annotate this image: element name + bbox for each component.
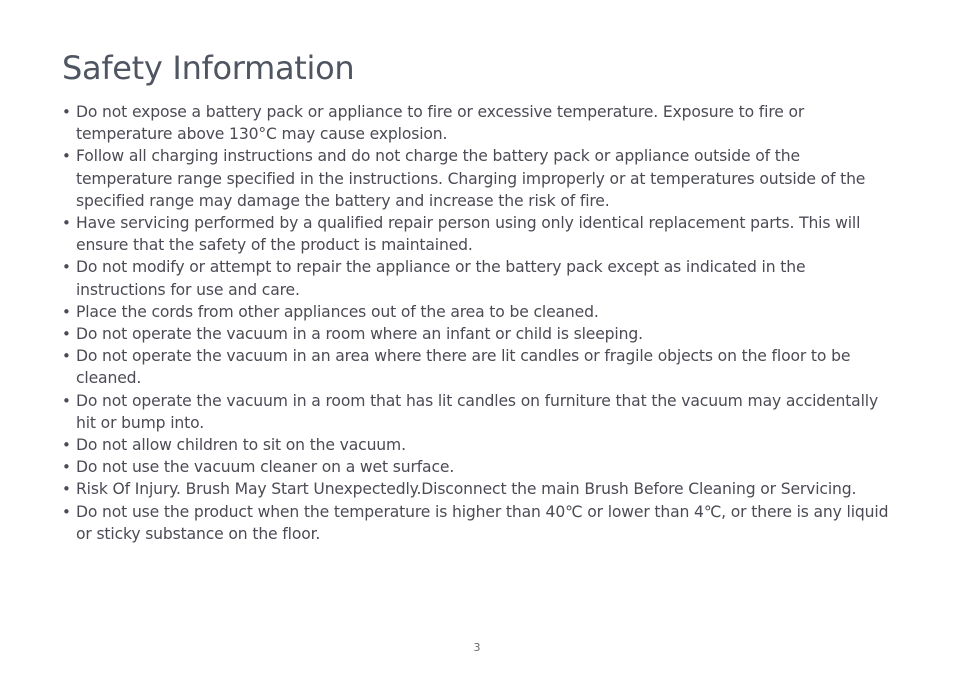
list-item-text: Do not expose a battery pack or appliance to fire or excessive temperature. Exposure to fire or temperature above 130°C may cause explosion.	[76, 103, 805, 144]
list-item	[62, 301, 898, 323]
list-item-text: Do not modify or attempt to repair the appliance or the battery pack except as indicated in the instructions for use and care.	[76, 258, 806, 299]
bullet-icon: •	[62, 325, 71, 344]
bullet-icon: •	[62, 147, 71, 166]
list-item	[62, 434, 898, 456]
bullet-icon: •	[62, 480, 71, 499]
list-item-text: Risk Of Injury. Brush May Start Unexpectedly.Disconnect the main Brush Before Cleaning or Servicing.	[76, 480, 857, 499]
page-number: 3	[473, 641, 481, 654]
list-item-text: Do not operate the vacuum in a room where an infant or child is sleeping.	[76, 325, 643, 344]
bullet-icon: •	[62, 347, 71, 366]
list-item-text: Do not allow children to sit on the vacuum.	[76, 436, 406, 455]
bullet-icon: •	[62, 302, 71, 321]
list-item-text: Do not operate the vacuum in a room that has lit candles on furniture that the vacuum may accidentally hit or bump into.	[76, 391, 879, 432]
list-item	[62, 101, 898, 145]
list-item-text: Place the cords from other appliances out of the area to be cleaned.	[76, 302, 599, 321]
bullet-icon: •	[62, 458, 71, 477]
list-item	[62, 501, 898, 545]
bullet-icon: •	[62, 502, 71, 521]
list-item-text: Do not operate the vacuum in an area where there are lit candles or fragile objects on the floor to be cleaned.	[76, 347, 851, 388]
bullet-icon: •	[62, 103, 71, 121]
list-item-text: Do not use the product when the temperature is higher than 40℃ or lower than 4℃, or there is any liquid or sticky substance on the floor.	[76, 502, 889, 543]
list-item	[62, 256, 898, 300]
list-item	[62, 145, 898, 212]
bullet-icon: •	[62, 391, 71, 410]
safety-list	[62, 101, 898, 545]
bullet-icon: •	[62, 436, 71, 455]
page-title: Safety Information	[62, 49, 355, 87]
list-item-text: Do not use the vacuum cleaner on a wet surface.	[76, 458, 455, 477]
list-item	[62, 212, 898, 256]
list-item	[62, 323, 898, 345]
bullet-icon: •	[62, 258, 71, 277]
list-item	[62, 390, 898, 434]
bullet-icon: •	[62, 214, 71, 233]
list-item	[62, 456, 898, 478]
list-item-text: Have servicing performed by a qualified repair person using only identical replacement parts. This will ensure that the safety of the product is maintained.	[76, 214, 861, 255]
list-item	[62, 345, 898, 389]
list-item	[62, 478, 898, 500]
list-item-text: Follow all charging instructions and do not charge the battery pack or appliance outside of the temperature range specified in the instructions. Charging improperly or at temperatures outside of the specified range may damage the battery and increase the risk of fire.	[76, 147, 866, 210]
